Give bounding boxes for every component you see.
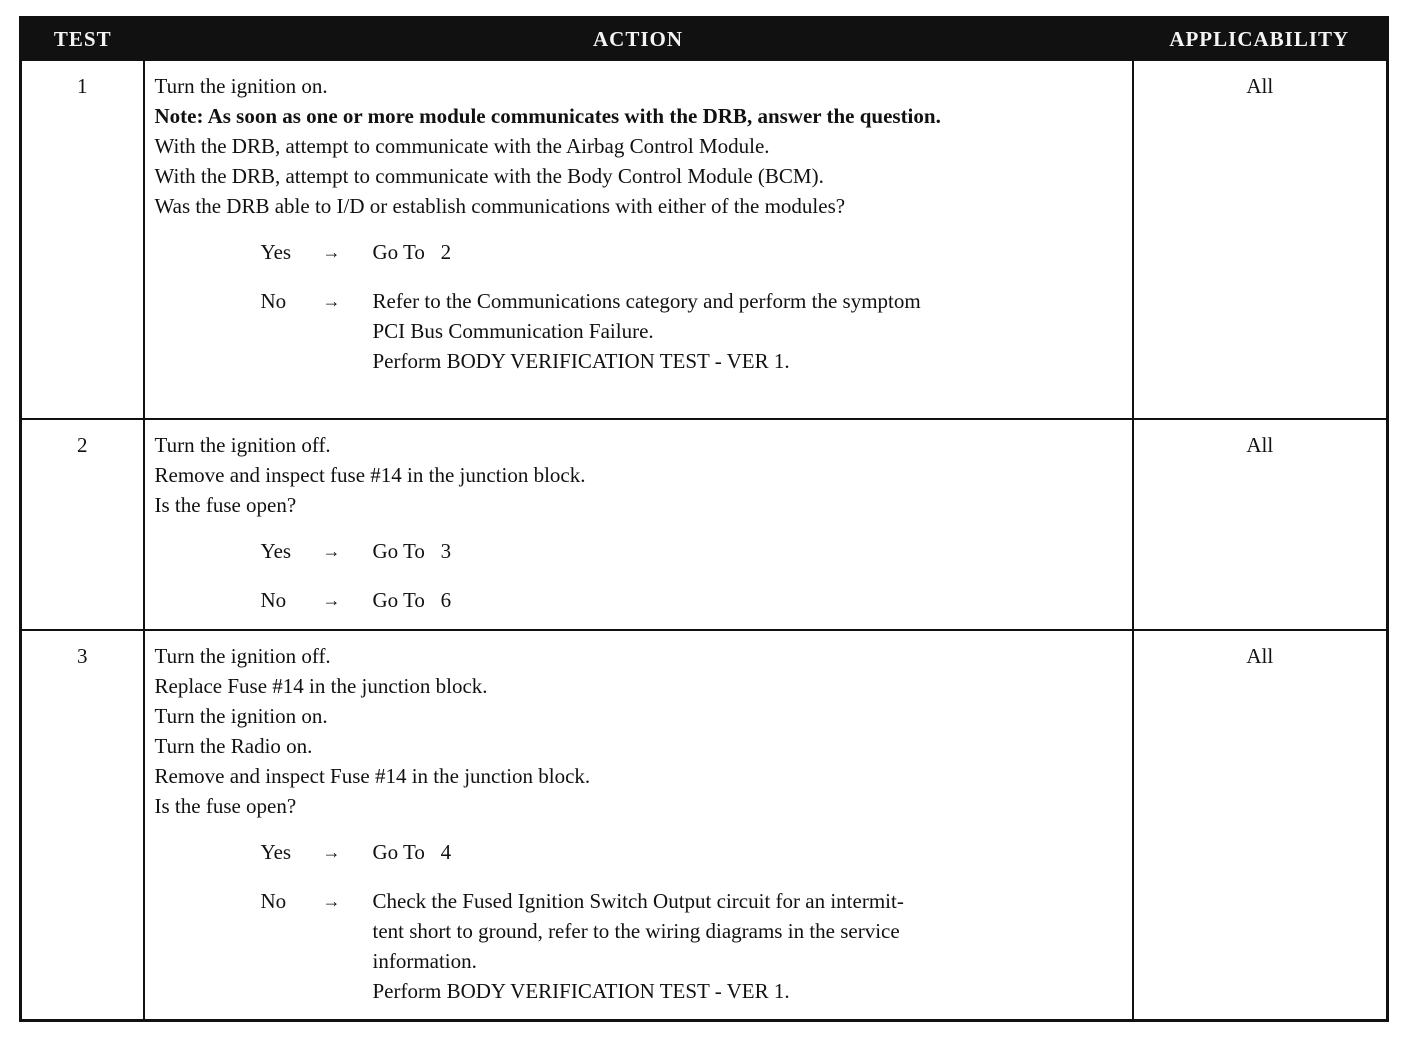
outcome-label: No [260,289,287,313]
action-step: Turn the ignition on. [154,704,328,728]
diagnostic-test-table [19,16,1389,1022]
arrow-right-icon: → [322,590,341,610]
result-line: PCI Bus Communication Failure. [372,319,654,343]
outcome-label: Yes [260,840,292,864]
outcomes [155,536,1126,615]
action-cell [144,630,1133,1020]
outcome-no [155,886,1126,1006]
result-line: Perform BODY VERIFICATION TEST - VER 1. [372,979,790,1003]
outcome-result [373,536,1126,566]
outcome-result [373,237,1126,267]
action-step: Turn the ignition off. [154,644,331,668]
action-question: Is the fuse open? [154,794,297,818]
table-header-row [21,18,1388,61]
outcome-result [373,886,1126,1006]
result-line: Go To 3 [372,539,452,563]
applicability-value: All [1133,419,1388,630]
test-number: 1 [21,60,144,419]
result-line: Refer to the Communications category and perform the symptom [372,289,921,313]
table-row [21,60,1388,419]
outcome-yes [155,837,1126,867]
outcomes [155,237,1126,376]
action-step: Turn the ignition off. [154,433,331,457]
outcome-label: Yes [260,240,292,264]
action-question: Is the fuse open? [154,493,297,517]
action-step: With the DRB, attempt to communicate with the Body Control Module (BCM). [154,164,824,188]
action-step: Turn the Radio on. [154,734,313,758]
outcome-result [373,585,1126,615]
outcome-label: Yes [260,539,292,563]
table-row [21,630,1388,1020]
outcome-no [155,286,1126,376]
outcome-result [373,286,1126,376]
applicability-value: All [1133,60,1388,419]
action-note: Note: As soon as one or more module communicates with the DRB, answer the question. [154,104,941,128]
test-number: 3 [21,630,144,1020]
outcomes [155,837,1126,1006]
arrow-right-icon: → [322,291,341,311]
outcome-yes [155,237,1126,267]
action-step: Turn the ignition on. [154,74,328,98]
outcome-result [373,837,1126,867]
arrow-right-icon: → [322,242,341,262]
outcome-no [155,585,1126,615]
result-line: information. [372,949,477,973]
outcome-label: No [260,889,287,913]
action-question: Was the DRB able to I/D or establish communications with either of the modules? [154,194,846,218]
test-number: 2 [21,419,144,630]
applicability-value: All [1133,630,1388,1020]
header-test: TEST [21,18,144,61]
result-line: Go To 2 [372,240,452,264]
arrow-right-icon: → [322,891,341,911]
action-step: Remove and inspect fuse #14 in the junction block. [154,463,586,487]
action-step: With the DRB, attempt to communicate with the Airbag Control Module. [154,134,770,158]
arrow-right-icon: → [322,541,341,561]
outcome-yes [155,536,1126,566]
result-line: Go To 6 [372,588,452,612]
action-step: Replace Fuse #14 in the junction block. [154,674,488,698]
result-line: Check the Fused Ignition Switch Output circuit for an intermit- [372,889,904,913]
action-cell [144,419,1133,630]
header-action: ACTION [144,18,1133,61]
result-line: tent short to ground, refer to the wiring diagrams in the service [372,919,900,943]
outcome-label: No [260,588,287,612]
arrow-right-icon: → [322,842,341,862]
result-line: Go To 4 [372,840,452,864]
action-step: Remove and inspect Fuse #14 in the junction block. [154,764,591,788]
table-row [21,419,1388,630]
header-applicability: APPLICABILITY [1133,18,1388,61]
result-line: Perform BODY VERIFICATION TEST - VER 1. [372,349,790,373]
action-cell [144,60,1133,419]
